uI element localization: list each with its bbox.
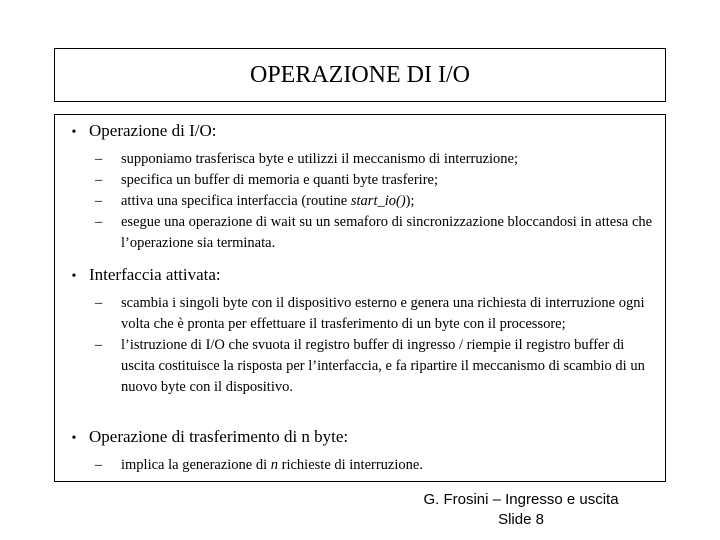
bullet-operazione-io — [59, 121, 216, 141]
content-box — [54, 114, 666, 482]
list-item — [95, 212, 655, 254]
list-item — [95, 455, 655, 476]
dash-marker: – — [95, 295, 103, 311]
dash-marker: – — [95, 172, 103, 188]
bullet-marker: • — [71, 269, 77, 284]
title-box — [54, 48, 666, 102]
slide-footer — [406, 490, 636, 530]
slide-number: Slide 8 — [498, 511, 544, 528]
sub-list-interfaccia-attivata — [95, 293, 655, 398]
dash-marker: – — [95, 151, 103, 167]
list-item-text: l’istruzione di I/O che svuota il registro buffer di ingresso / riempie il registro buffer di uscita costituisce la risposta per l’interfaccia, e fa ripartire il meccanismo di scambio di un nuovo byte con il dispositivo. — [121, 337, 645, 395]
list-item — [95, 293, 655, 335]
list-item-text: esegue una operazione di wait su un semaforo di sincronizzazione bloccandosi in attesa che l’operazione sia terminata. — [121, 214, 653, 251]
bullet-interfaccia-attivata — [59, 265, 221, 285]
bullet-label: Interfaccia attivata: — [89, 265, 221, 284]
list-item-text — [121, 455, 655, 476]
text-segment: implica la generazione di — [121, 457, 271, 473]
footer-author-course: G. Frosini – Ingresso e uscita — [423, 491, 619, 508]
dash-marker: – — [95, 337, 103, 353]
dash-marker: – — [95, 214, 103, 230]
list-item — [95, 191, 655, 212]
bullet-marker: • — [71, 431, 77, 446]
bullet-marker: • — [71, 125, 77, 140]
text-segment: ); — [405, 193, 415, 209]
routine-name: start_io() — [350, 193, 406, 209]
slide-title: OPERAZIONE DI I/O — [250, 61, 470, 88]
variable-n: n — [270, 457, 279, 473]
sub-list-operazione-io — [95, 149, 655, 254]
list-item-text: scambia i singoli byte con il dispositivo esterno e genera una richiesta di interruzione ogni volta che è pronta per effettuare il trasferimento di un byte con il processore; — [121, 295, 645, 332]
bullet-trasferimento-n-byte — [59, 427, 348, 447]
dash-marker: – — [95, 193, 103, 209]
text-segment: richieste di interruzione. — [278, 457, 423, 473]
list-item-text: specifica un buffer di memoria e quanti byte trasferire; — [121, 172, 438, 188]
list-item-text — [121, 191, 655, 212]
text-segment: attiva una specifica interfaccia (routine — [121, 193, 351, 209]
list-item — [95, 170, 655, 191]
list-item-text: supponiamo trasferisca byte e utilizzi il meccanismo di interruzione; — [121, 151, 519, 167]
list-item — [95, 335, 655, 398]
bullet-label: Operazione di trasferimento di n byte: — [89, 427, 349, 446]
bullet-label: Operazione di I/O: — [89, 121, 217, 140]
dash-marker: – — [95, 457, 103, 473]
sub-list-trasferimento-n-byte — [95, 455, 655, 476]
list-item — [95, 149, 655, 170]
